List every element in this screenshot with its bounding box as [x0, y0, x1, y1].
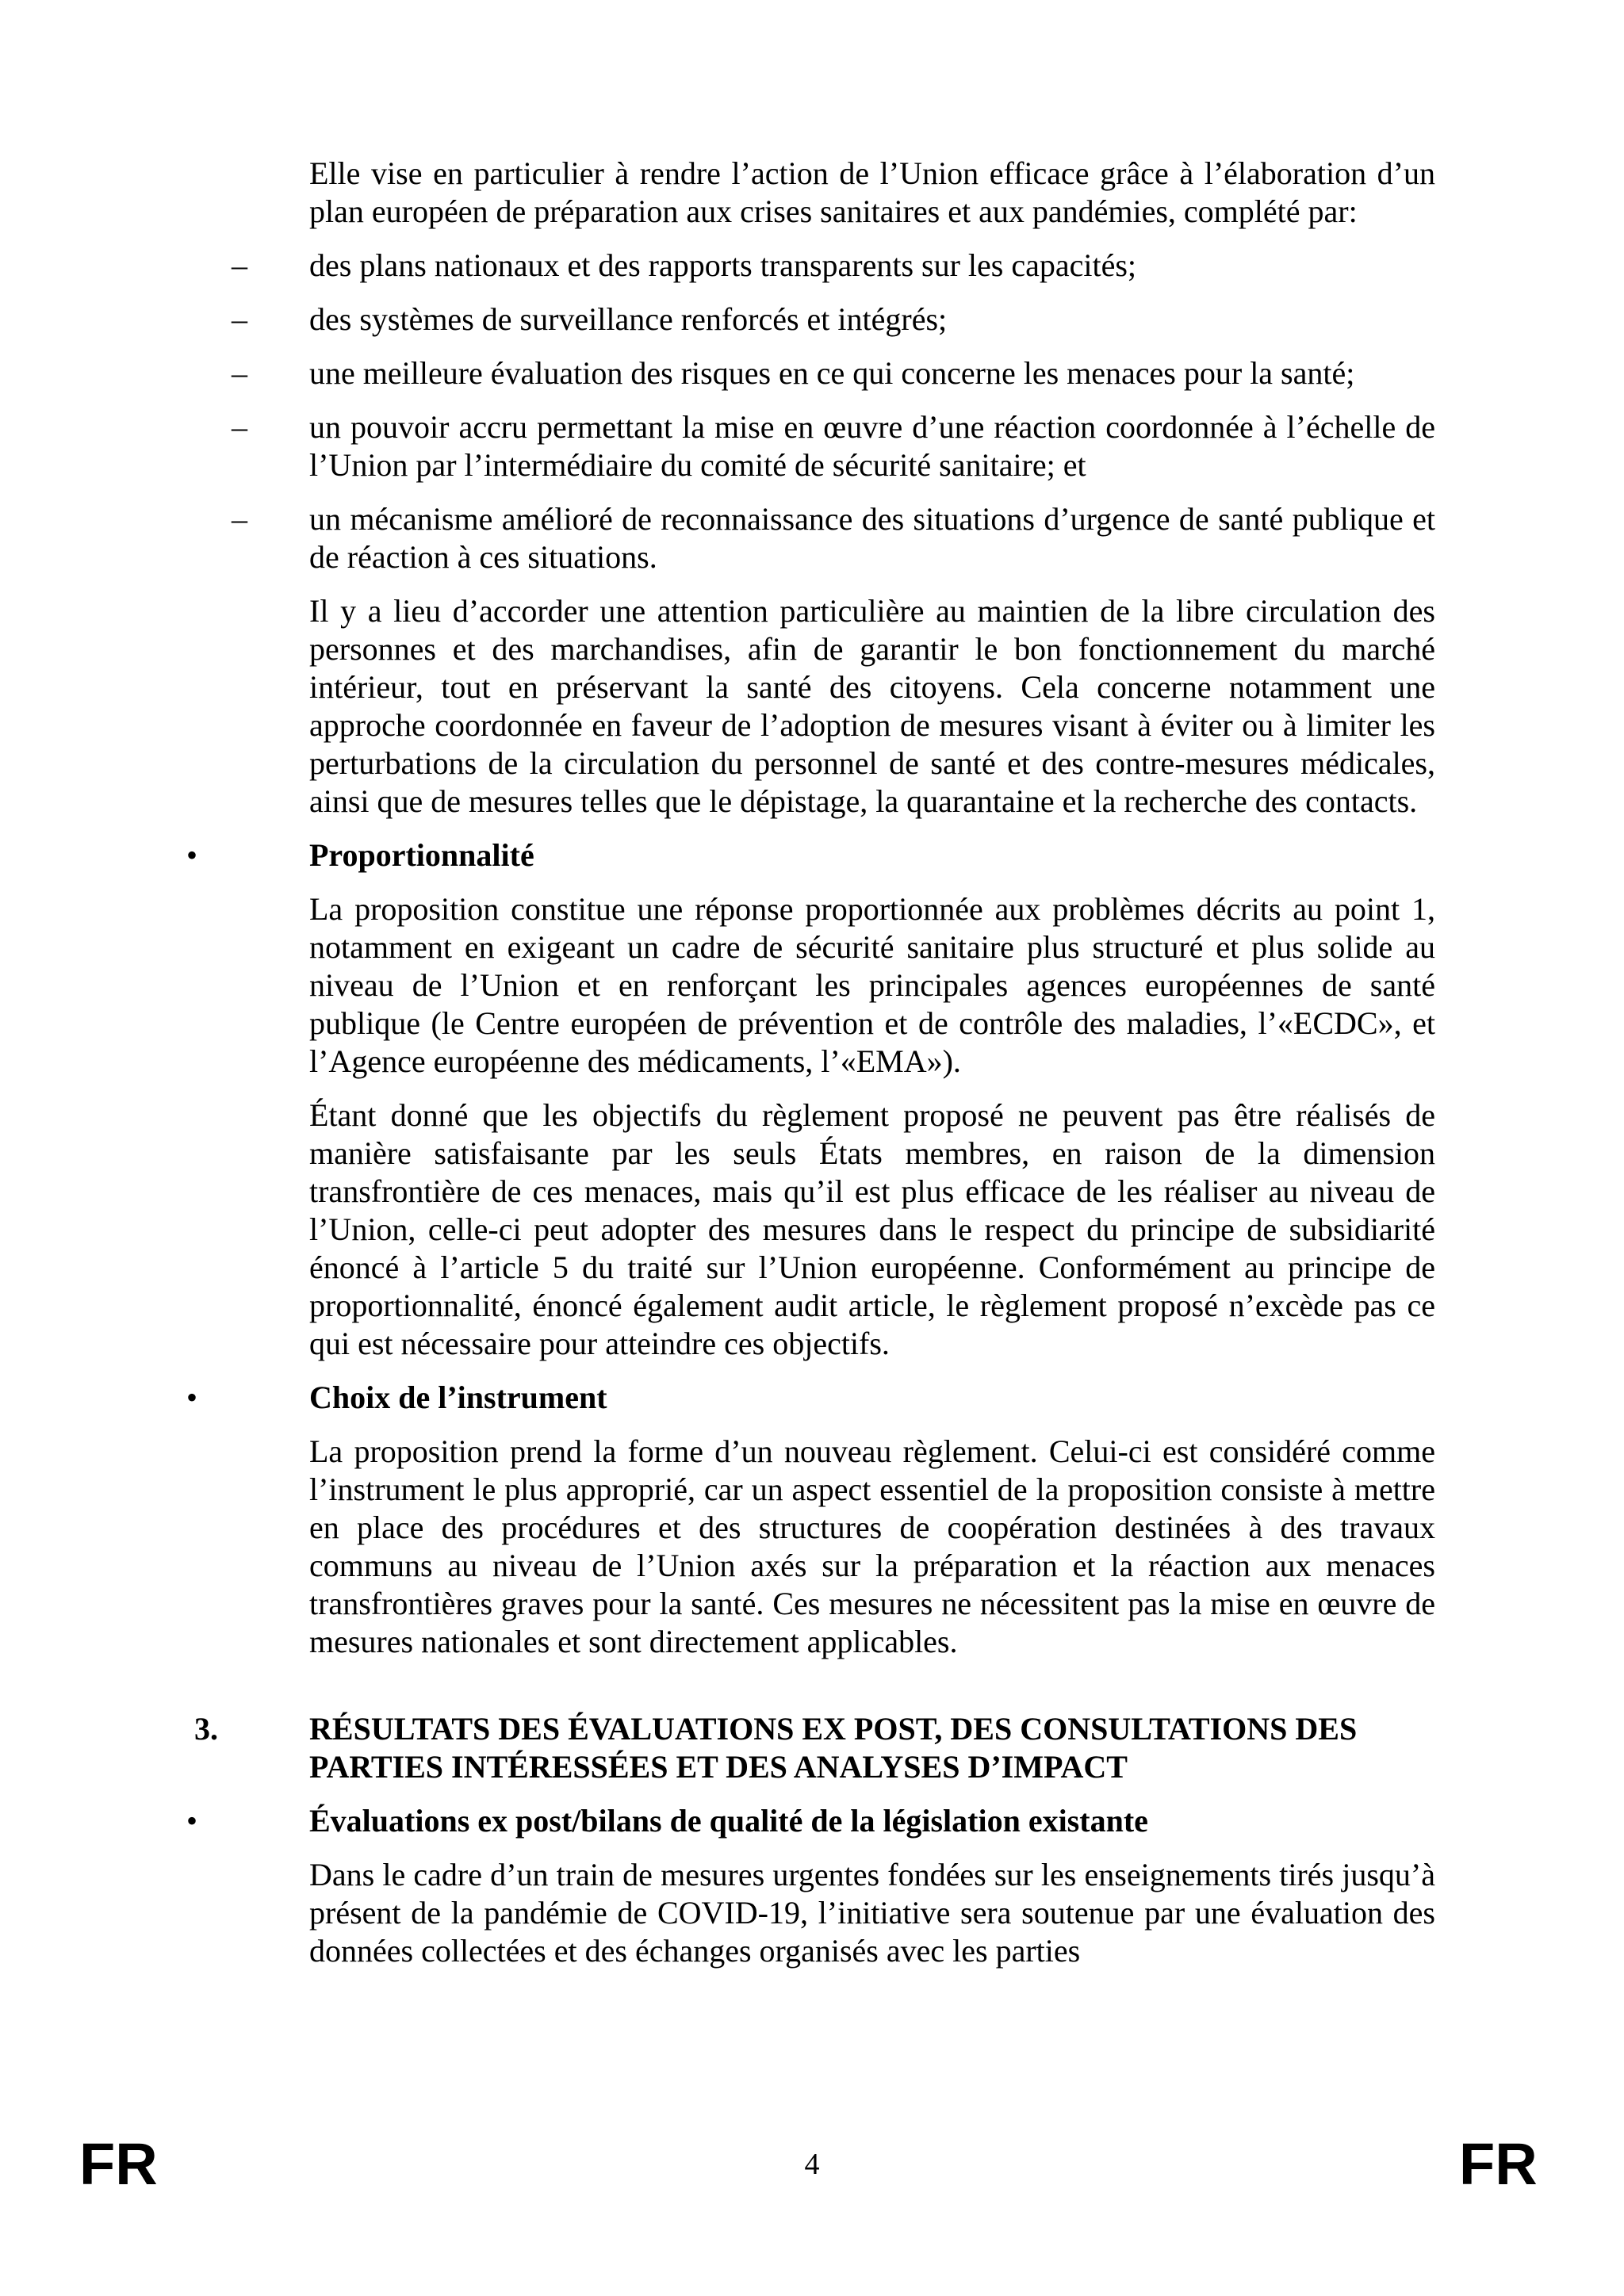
- dash-item: [232, 300, 1435, 339]
- dash-marker: –: [232, 355, 247, 391]
- instrument-paragraph: La proposition prend la forme d’un nouveau règlement. Celui-ci est considéré comme l’instrument le plus approprié, car un aspect essentiel de la proposition consiste à mettre en place des procédures et des structures de coopération destinées à des travaux communs au niveau de l’Union axés sur la préparation et la réaction aux menaces transfrontières graves pour la santé. Ces mesures ne nécessitent pas la mise en œuvre de mesures nationales et sont directement applicables.: [309, 1433, 1435, 1659]
- ex-post-heading-text: Évaluations ex post/bilans de qualité de la législation existante: [309, 1803, 1148, 1839]
- section-number: 3.: [194, 1711, 218, 1747]
- proportionality-heading: [186, 836, 1435, 874]
- section-title: RÉSULTATS DES ÉVALUATIONS EX POST, DES CONSULTATIONS DES PARTIES INTÉRESSÉES ET DES ANALYSES D’IMPACT: [309, 1711, 1358, 1785]
- dash-item-text: un pouvoir accru permettant la mise en œuvre d’une réaction coordonnée à l’échelle de l’Union par l’intermédiaire du comité de sécurité sanitaire; et: [309, 409, 1435, 483]
- ex-post-paragraph: Dans le cadre d’un train de mesures urgentes fondées sur les enseignements tirés jusqu’à présent de la pandémie de COVID-19, l’initiative sera soutenue par une évaluation des données collectées et des échanges organisés avec les parties: [309, 1857, 1435, 1969]
- dash-item-text: un mécanisme amélioré de reconnaissance des situations d’urgence de santé publique et de réaction à ces situations.: [309, 501, 1435, 575]
- footer-language-right: FR: [1459, 2131, 1538, 2197]
- dash-item-text: une meilleure évaluation des risques en ce qui concerne les menaces pour la santé;: [309, 355, 1355, 391]
- proportionality-paragraph-1: La proposition constitue une réponse proportionnée aux problèmes décrits au point 1, notamment en exigeant un cadre de sécurité sanitaire plus structuré et plus solide au niveau de l’Union et en renforçant les principales agences européennes de santé publique (le Centre européen de prévention et de contrôle des maladies, l’«ECDC», et l’Agence européenne des médicaments, l’«EMA»).: [309, 891, 1435, 1079]
- intro-paragraph: Elle vise en particulier à rendre l’action de l’Union efficace grâce à l’élaboration d’un plan européen de préparation aux crises sanitaires et aux pandémies, complété par:: [309, 155, 1435, 229]
- ex-post-heading: [186, 1802, 1435, 1840]
- page-number: 4: [804, 2148, 820, 2181]
- dash-marker: –: [232, 247, 247, 283]
- dash-list: [232, 247, 1435, 576]
- free-movement-paragraph: Il y a lieu d’accorder une attention particulière au maintien de la libre circulation des personnes et des marchandises, afin de garantir le bon fonctionnement du marché intérieur, tout en préservant la santé des citoyens. Cela concerne notamment une approche coordonnée en faveur de l’adoption de mesures visant à éviter ou à limiter les perturbations de la circulation du personnel de santé et des contre-mesures médicales, ainsi que de mesures telles que le dépistage, la quarantaine et la recherche des contacts.: [309, 593, 1435, 819]
- dash-marker: –: [232, 301, 247, 337]
- instrument-heading: [186, 1379, 1435, 1417]
- footer-language-left: FR: [79, 2131, 158, 2197]
- instrument-heading-text: Choix de l’instrument: [309, 1380, 607, 1415]
- dash-marker: –: [232, 409, 247, 445]
- bullet-marker: •: [186, 1803, 198, 1839]
- dash-item-text: des systèmes de surveillance renforcés et intégrés;: [309, 301, 948, 337]
- dash-marker: –: [232, 501, 247, 537]
- section-3-heading: [194, 1710, 1435, 1786]
- bullet-marker: •: [186, 1380, 198, 1415]
- page-body: [186, 155, 1435, 1986]
- bullet-marker: •: [186, 837, 198, 873]
- dash-item: [232, 354, 1435, 392]
- proportionality-paragraph-2: Étant donné que les objectifs du règlement proposé ne peuvent pas être réalisés de manière satisfaisante par les seuls États membres, en raison de la dimension transfrontière de ces menaces, mais qu’il est plus efficace de les réaliser au niveau de l’Union, celle-ci peut adopter des mesures dans le respect du principe de subsidiarité énoncé à l’article 5 du traité sur l’Union européenne. Conformément au principe de proportionnalité, énoncé également audit article, le règlement proposé n’excède pas ce qui est nécessaire pour atteindre ces objectifs.: [309, 1097, 1435, 1361]
- dash-item-text: des plans nationaux et des rapports transparents sur les capacités;: [309, 247, 1137, 283]
- dash-item: [232, 247, 1435, 285]
- dash-item: [232, 500, 1435, 576]
- proportionality-heading-text: Proportionnalité: [309, 837, 534, 873]
- dash-item: [232, 408, 1435, 484]
